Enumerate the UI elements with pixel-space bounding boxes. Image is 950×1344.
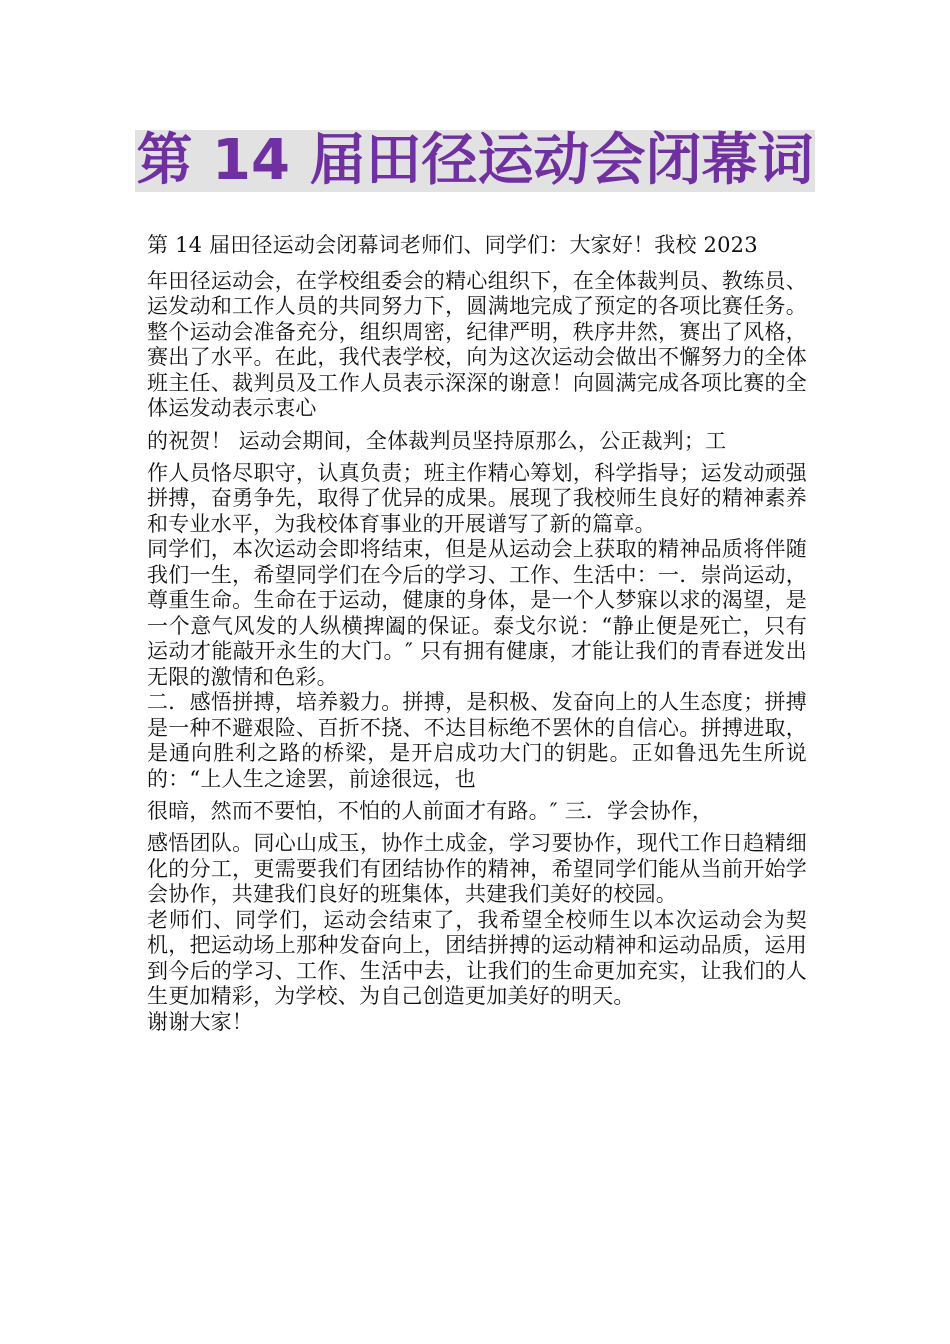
paragraph-1: 年田径运动会，在学校组委会的精心组织下，在全体裁判员、教练员、运发动和工作人员的共同努力下，圆满地完成了预定的各项比赛任务。整个运动会准备充分，组织周密，纪律严明，秩序井然，赛出了风格，赛出了水平。在此，我代表学校，向为这次运动会做出不懈努力的全体班主任、裁判员及工作人员表示深深的谢意！向圆满完成各项比赛的全体运发动表示衷心 [147,268,807,420]
document-title: 第 14 届田径运动会闭幕词 [136,128,814,193]
paragraph-2: 的祝贺！ 运动会期间，全体裁判员坚持原那么，公正裁判；工 [147,428,727,453]
paragraph-6: 很暗，然而不要怕，不怕的人前面才有路。″ 三．学会协作， [147,799,714,823]
paragraph-4: 同学们，本次运动会即将结束，但是从运动会上获取的精神品质将伴随我们一生，希望同学们在今后的学习、工作、生活中：一．崇尚运动，尊重生命。生命在于运动，健康的身体，是一个人梦寐以求的渴望，是一个意气风发的人纵横捭阖的保证。泰戈尔说：“静止便是死亡，只有运动才能敲开永生的大门。″ 只有拥有健康，才能让我们的青春迸发出无限的激情和色彩。 [147,537,807,689]
paragraph-opening: 第 14 届田径运动会闭幕词老师们、同学们：大家好！我校 2023 [147,233,758,257]
title-container [0,130,950,192]
paragraph-5: 二．感悟拼搏，培养毅力。拼搏，是积极、发奋向上的人生态度；拼搏是一种不避艰险、百折不挠、不达目标绝不罢休的自信心。拼搏进取，是通向胜利之路的桥梁，是开启成功大门的钥匙。正如鲁迅先生所说的：“上人生之途罢，前途很远，也 [147,690,807,791]
paragraph-7: 感悟团队。同心山成玉，协作土成金，学习要协作，现代工作日趋精细化的分工，更需要我们有团结协作的精神，希望同学们能从当前开始学会协作，共建我们良好的班集体，共建我们美好的校园。 [147,831,807,906]
paragraph-closing: 谢谢大家！ [147,1009,253,1034]
document-body [147,233,807,1035]
paragraph-8: 老师们、同学们，运动会结束了，我希望全校师生以本次运动会为契机，把运动场上那种发奋向上，团结拼搏的运动精神和运动品质，运用到今后的学习、工作、生活中去，让我们的生命更加充实，让我们的人生更加精彩，为学校、为自己创造更加美好的明天。 [147,907,807,1008]
paragraph-3: 作人员恪尽职守，认真负责；班主作精心筹划，科学指导；运发动顽强拼搏，奋勇争先，取得了优异的成果。展现了我校师生良好的精神素养和专业水平，为我校体育事业的开展谱写了新的篇章。 [147,460,807,536]
